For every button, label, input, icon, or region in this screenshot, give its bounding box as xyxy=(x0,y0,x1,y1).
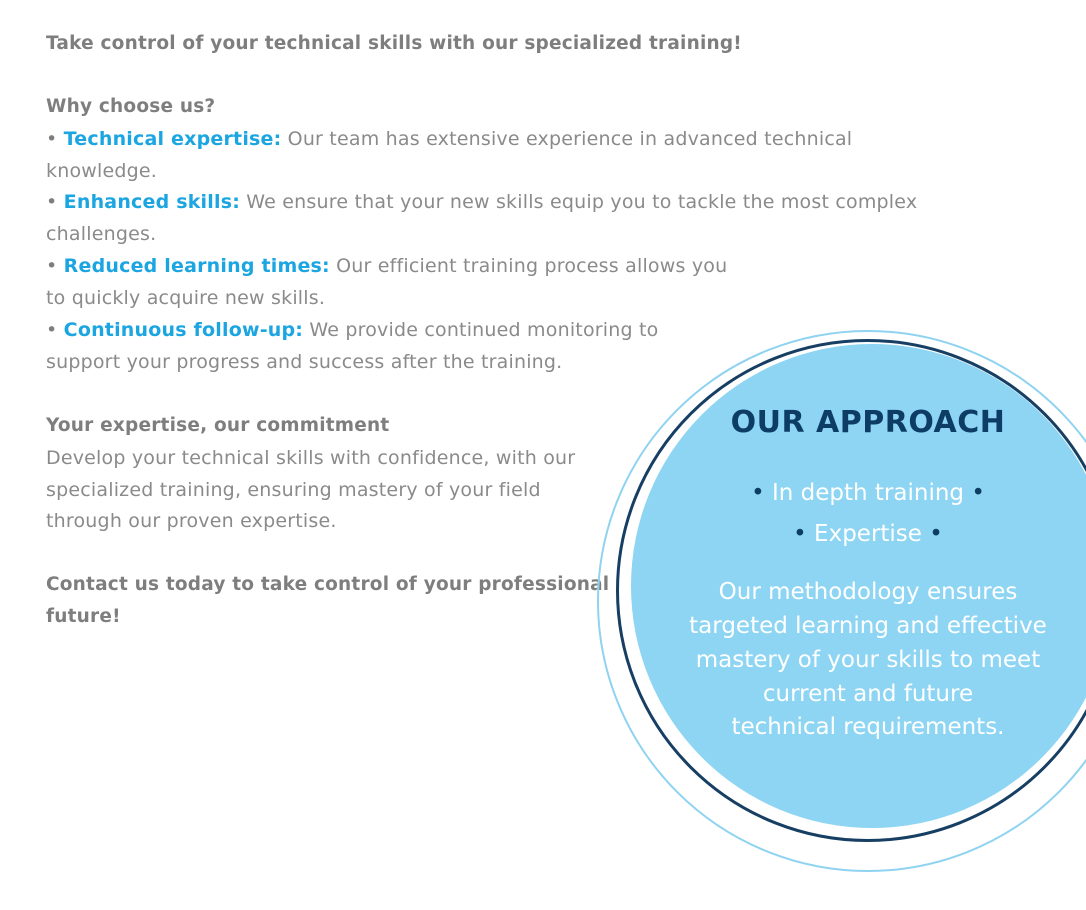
approach-body-line: current and future xyxy=(762,681,974,707)
why-item-label: Technical expertise: xyxy=(63,128,282,150)
dot-icon: • xyxy=(793,521,807,547)
why-item-text-continued: challenges. xyxy=(46,223,157,245)
commitment-line: specialized training, ensuring mastery of your field xyxy=(46,479,541,501)
why-item-continuous-follow-up xyxy=(46,314,659,346)
bullet-icon: • xyxy=(46,191,58,213)
why-item-text: We provide continued monitoring to xyxy=(303,319,659,341)
why-item-label: Enhanced skills: xyxy=(63,191,241,213)
why-item-text-continued: to quickly acquire new skills. xyxy=(46,287,326,309)
why-item-label: Continuous follow-up: xyxy=(63,319,304,341)
bullet-icon: • xyxy=(46,128,58,150)
approach-body-line: technical requirements. xyxy=(731,714,1005,740)
dot-icon: • xyxy=(751,480,765,506)
bullet-icon: • xyxy=(46,255,58,277)
approach-body-line: Our methodology ensures xyxy=(718,579,1018,605)
commitment-line: Develop your technical skills with confidence, with our xyxy=(46,447,576,469)
why-item-technical-expertise xyxy=(46,123,852,155)
commitment-heading: Your expertise, our commitment xyxy=(46,415,390,436)
bullet-icon: • xyxy=(46,319,58,341)
why-item-enhanced-skills xyxy=(46,186,917,218)
why-item-text: We ensure that your new skills equip you to tackle the most complex xyxy=(240,191,918,213)
commitment-line: through our proven expertise. xyxy=(46,510,337,532)
approach-item-label: In depth training xyxy=(771,480,965,506)
dot-icon: • xyxy=(971,480,985,506)
approach-body-line: mastery of your skills to meet xyxy=(695,647,1041,673)
approach-title: OUR APPROACH xyxy=(730,405,1006,440)
approach-item-expertise xyxy=(668,521,1068,547)
contact-line: Contact us today to take control of your professional xyxy=(46,574,610,595)
why-item-text: Our team has extensive experience in advanced technical xyxy=(281,128,853,150)
approach-item-label: Expertise xyxy=(814,521,922,547)
why-item-reduced-learning-times xyxy=(46,250,727,282)
why-item-text-continued: support your progress and success after the training. xyxy=(46,351,563,373)
contact-line: future! xyxy=(46,606,121,627)
intro-headline: Take control of your technical skills with our specialized training! xyxy=(46,33,742,54)
why-item-text-continued: knowledge. xyxy=(46,160,158,182)
approach-item-in-depth-training xyxy=(668,480,1068,506)
why-item-text: Our efficient training process allows you xyxy=(329,255,728,277)
why-heading: Why choose us? xyxy=(46,96,216,117)
why-item-label: Reduced learning times: xyxy=(63,255,330,277)
approach-body-line: targeted learning and effective xyxy=(689,613,1047,639)
dot-icon: • xyxy=(929,521,943,547)
